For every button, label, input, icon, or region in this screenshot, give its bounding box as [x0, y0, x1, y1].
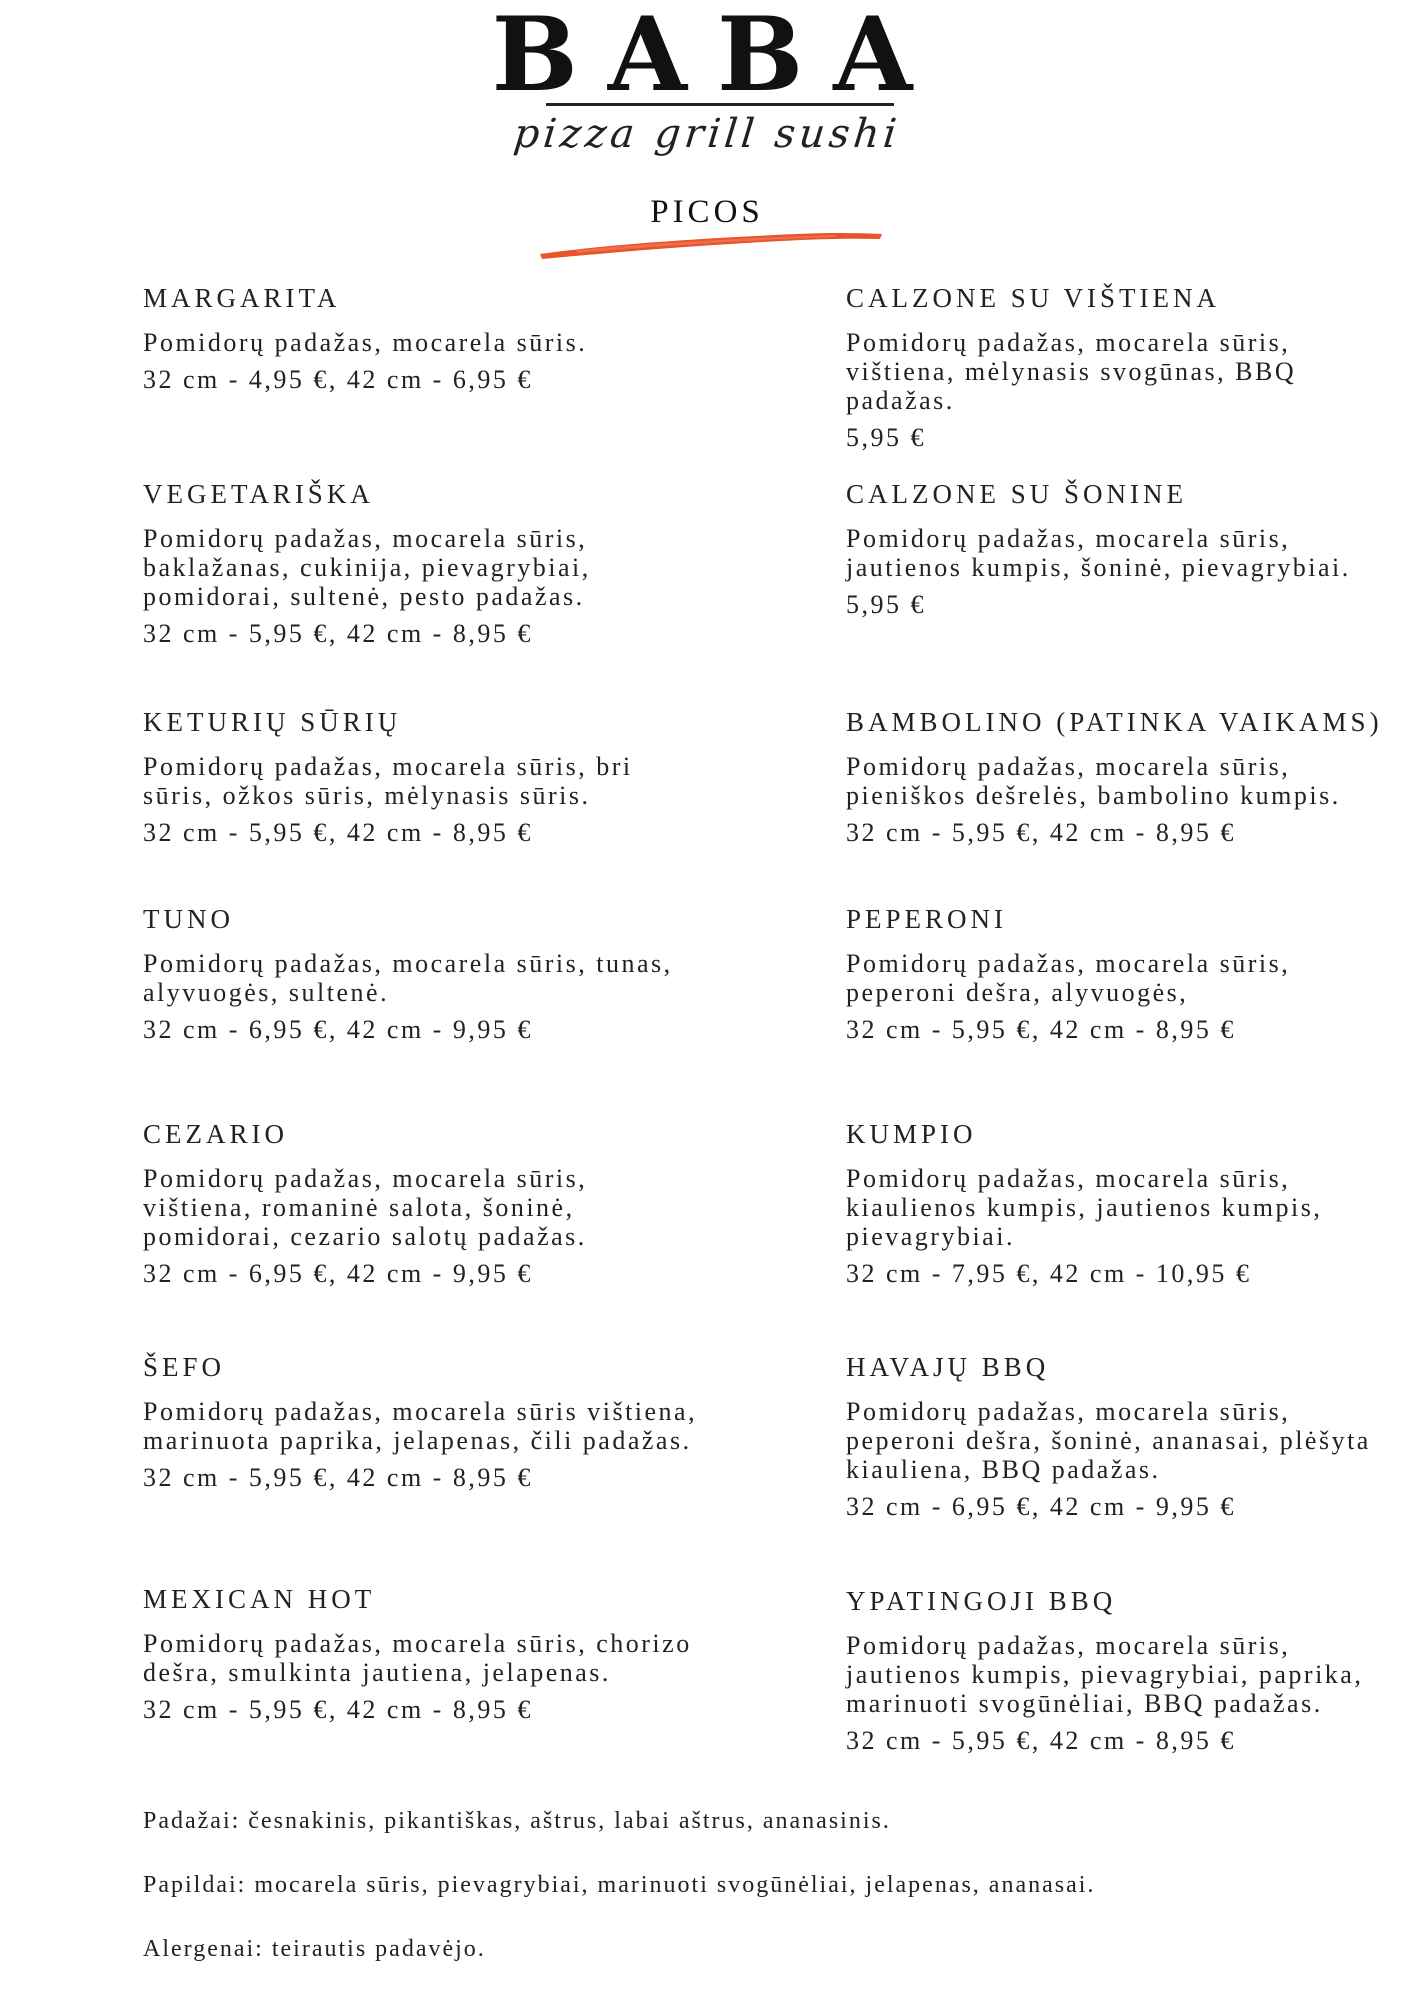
item-description: Pomidorų padažas, mocarela sūris, vištiena, romaninė salota, šoninė, pomidorai, cezario salotų padažas. — [143, 1164, 588, 1251]
item-description: Pomidorų padažas, mocarela sūris, chorizo dešra, smulkinta jautiena, jelapenas. — [143, 1629, 692, 1687]
item-price: 32 cm - 5,95 €, 42 cm - 8,95 € — [143, 818, 533, 847]
brand-tagline: pizza grill sushi — [511, 111, 903, 157]
item-price: 32 cm - 5,95 €, 42 cm - 8,95 € — [846, 818, 1236, 847]
item-price: 32 cm - 5,95 €, 42 cm - 8,95 € — [143, 1463, 533, 1492]
item-name: CEZARIO — [143, 1119, 288, 1149]
menu-item-ypatingoji-bbq — [846, 1585, 1386, 1755]
item-name: VEGETARIŠKA — [143, 479, 374, 509]
item-name: CALZONE SU ŠONINE — [846, 479, 1187, 509]
section-title: PICOS — [650, 194, 764, 230]
item-price: 32 cm - 5,95 €, 42 cm - 8,95 € — [143, 619, 533, 648]
item-description: Pomidorų padažas, mocarela sūris, kiaulienos kumpis, jautienos kumpis, pievagrybiai. — [846, 1164, 1323, 1251]
item-description: Pomidorų padažas, mocarela sūris, baklažanas, cukinija, pievagrybiai, pomidorai, sultenė, pesto padažas. — [143, 524, 591, 611]
menu-item-cezario — [143, 1118, 703, 1288]
item-name: KETURIŲ SŪRIŲ — [143, 707, 402, 737]
item-price: 32 cm - 7,95 €, 42 cm - 10,95 € — [846, 1259, 1252, 1288]
item-name: PEPERONI — [846, 904, 1008, 934]
menu-item-calzone-su-sonine — [846, 478, 1386, 619]
item-description: Pomidorų padažas, mocarela sūris, pieniškos dešrelės, bambolino kumpis. — [846, 752, 1341, 810]
brush-stroke-underline — [536, 226, 886, 260]
item-price: 32 cm - 6,95 €, 42 cm - 9,95 € — [143, 1015, 533, 1044]
sauces-note: Padažai: česnakinis, pikantiškas, aštrus, labai aštrus, ananasinis. — [143, 1808, 891, 1834]
menu-item-bambolino — [846, 706, 1386, 847]
menu-item-kumpio — [846, 1118, 1386, 1288]
menu-item-peperoni — [846, 903, 1386, 1044]
item-name: YPATINGOJI BBQ — [846, 1586, 1117, 1616]
item-name: CALZONE SU VIŠTIENA — [846, 283, 1220, 313]
brand-logo-title: BABA — [491, 0, 943, 115]
item-description: Pomidorų padažas, mocarela sūris, vištiena, mėlynasis svogūnas, BBQ padažas. — [846, 328, 1297, 415]
item-name: BAMBOLINO (PATINKA VAIKAMS) — [846, 707, 1383, 737]
logo-divider — [546, 103, 894, 106]
item-description: Pomidorų padažas, mocarela sūris, jautienos kumpis, šoninė, pievagrybiai. — [846, 524, 1351, 582]
menu-item-keturiu-suriu — [143, 706, 703, 847]
item-name: MEXICAN HOT — [143, 1584, 376, 1614]
item-price: 32 cm - 4,95 €, 42 cm - 6,95 € — [143, 365, 533, 394]
item-description: Pomidorų padažas, mocarela sūris, peperoni dešra, alyvuogės, — [846, 949, 1291, 1007]
item-price: 32 cm - 5,95 €, 42 cm - 8,95 € — [846, 1015, 1236, 1044]
item-description: Pomidorų padažas, mocarela sūris, jautienos kumpis, pievagrybiai, paprika, marinuoti svogūnėliai, BBQ padažas. — [846, 1631, 1364, 1718]
item-price: 32 cm - 5,95 €, 42 cm - 8,95 € — [846, 1726, 1236, 1755]
menu-item-havaju-bbq — [846, 1351, 1386, 1521]
extras-note: Papildai: mocarela sūris, pievagrybiai, marinuoti svogūnėliai, jelapenas, ananasai. — [143, 1872, 1096, 1898]
item-description: Pomidorų padažas, mocarela sūris, tunas, alyvuogės, sultenė. — [143, 949, 673, 1007]
item-name: HAVAJŲ BBQ — [846, 1352, 1050, 1382]
item-name: TUNO — [143, 904, 234, 934]
item-price: 5,95 € — [846, 423, 926, 452]
allergens-note: Alergenai: teirautis padavėjo. — [143, 1936, 486, 1962]
item-price: 32 cm - 6,95 €, 42 cm - 9,95 € — [143, 1259, 533, 1288]
item-price: 32 cm - 6,95 €, 42 cm - 9,95 € — [846, 1492, 1236, 1521]
item-name: ŠEFO — [143, 1352, 226, 1382]
menu-item-margarita — [143, 282, 703, 394]
item-description: Pomidorų padažas, mocarela sūris. — [143, 328, 588, 357]
menu-item-sefo — [143, 1351, 703, 1492]
item-name: MARGARITA — [143, 283, 341, 313]
item-description: Pomidorų padažas, mocarela sūris, peperoni dešra, šoninė, ananasai, plėšyta kiauliena, BBQ padažas. — [846, 1397, 1371, 1484]
item-description: Pomidorų padažas, mocarela sūris, bri sūris, ožkos sūris, mėlynasis sūris. — [143, 752, 633, 810]
item-name: KUMPIO — [846, 1119, 977, 1149]
menu-item-calzone-su-vistiena — [846, 282, 1386, 452]
menu-item-vegetariska — [143, 478, 703, 648]
item-description: Pomidorų padažas, mocarela sūris vištiena, marinuota paprika, jelapenas, čili padažas. — [143, 1397, 698, 1455]
item-price: 5,95 € — [846, 590, 926, 619]
item-price: 32 cm - 5,95 €, 42 cm - 8,95 € — [143, 1695, 533, 1724]
menu-item-tuno — [143, 903, 703, 1044]
menu-item-mexican-hot — [143, 1583, 703, 1724]
